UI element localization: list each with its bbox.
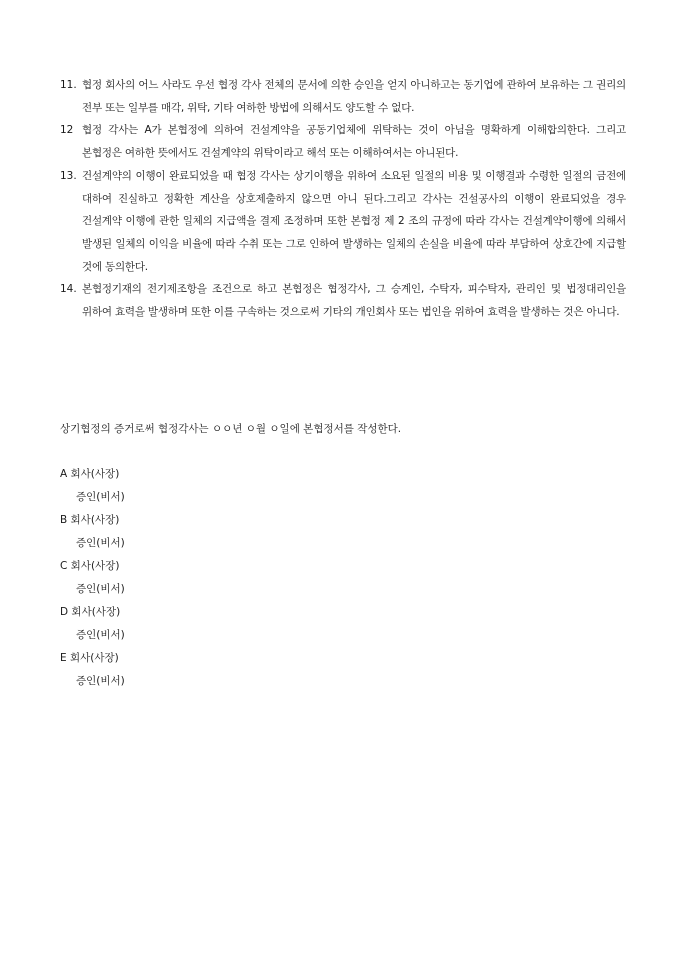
clause-text: 협정 각사는 A가 본협정에 의하여 건설계약을 공동기업체에 위탁하는 것이 아님을 명확하게 이해합의한다. 그리고 본협정은 여하한 뜻에서도 건설계약의 위탁이라고 해석 또는 이해하여서는 아니된다. [82,124,626,160]
clause-14 [60,278,626,323]
clause-11 [60,74,626,119]
clause-text: 협정 회사의 어느 사라도 우선 협정 각사 전체의 문서에 의한 승인을 얻지 아니하고는 동기업에 관하여 보유하는 그 권리의 전부 또는 일부를 매각, 위탁, 기타 여하한 방법에 의해서도 양도할 수 없다. [82,79,626,114]
clause-number: 11. [60,79,77,91]
signatory-witness-c: 증인(비서) [76,583,125,595]
signatory-company-b: B 회사(사장) [60,514,120,526]
clause-number: 12 [60,124,74,137]
signatory-company-a: A 회사(사장) [60,468,120,480]
clause-12 [60,119,626,164]
signatory-witness-e: 증인(비서) [76,675,125,687]
clause-number: 13. [60,169,77,182]
closing-statement: 상기협정의 증거로써 협정각사는 ㅇㅇ년 ㅇ월 ㅇ일에 본협정서를 작성한다. [60,423,402,435]
signatory-witness-b: 증인(비서) [76,537,125,549]
signatory-witness-d: 증인(비서) [76,629,125,641]
clause-list [60,74,626,324]
signatory-company-e: E 회사(사장) [60,652,119,664]
signatory-witness-a: 증인(비서) [76,491,125,503]
clause-text: 건설계약의 이행이 완료되었을 때 협정 각사는 상기이행을 위하여 소요된 일절의 비용 및 이행결과 수령한 일절의 금전에 대하여 진실하고 정확한 계산을 상호제출하지 않으면 아니 된다.그리고 각사는 건설공사의 이행이 완료되었을 경우 건설계약 이행에 관한 일체의 지급액을 결제 조정하며 또한 본협정 제 2 조의 규정에 따라 각사는 건설계약이행에 의해서 발생된 일체의 이익을 비율에 따라 수취 또는 그로 인하여 발생하는 일체의 손실을 비율에 따라 부담하여 상호간에 지급할 것에 동의한다. [82,169,626,273]
clause-text: 본협정기재의 전기제조항을 조건으로 하고 본협정은 협정각사, 그 승계인, 수탁자, 피수탁자, 관리인 및 법정대리인을 위하여 효력을 발생하며 또한 이를 구속하는 것으로써 기타의 개인회사 또는 법인을 위하여 효력을 발생하는 것은 아니다. [82,283,626,319]
signatory-company-d: D 회사(사장) [60,606,121,618]
clause-number: 14. [60,283,77,296]
signature-block [60,463,125,693]
signatory-company-c: C 회사(사장) [60,560,120,572]
clause-13 [60,165,626,279]
